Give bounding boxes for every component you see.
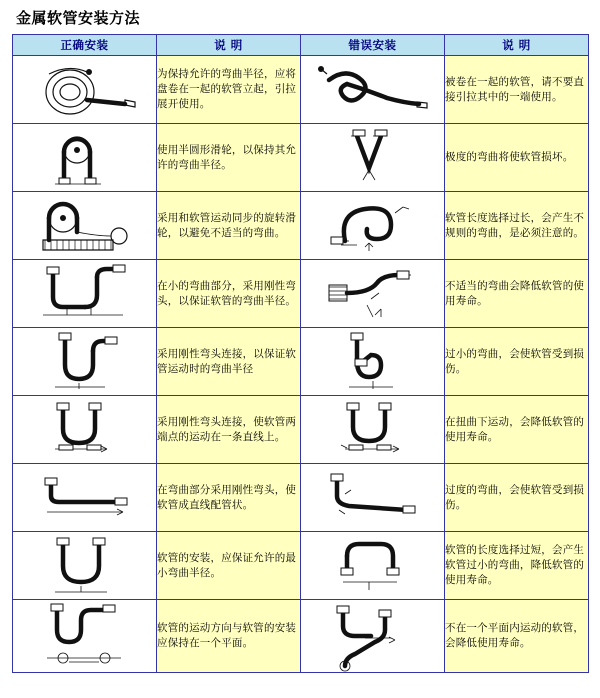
table-header-row <box>13 35 589 56</box>
figure-too-small-bend-radius-u <box>301 328 445 396</box>
table-row <box>13 124 589 192</box>
figure-hose-too-long-irregular-bend <box>301 192 445 260</box>
figure-rigid-elbow-straight-piping <box>13 464 157 532</box>
table-row <box>13 328 589 396</box>
figure-coiled-hose-pulled-straight <box>301 56 445 124</box>
figure-improper-tight-bend-at-fitting <box>301 260 445 328</box>
note-wrong: 软管长度选择过长，会产生不规则的弯曲，是必须注意的。 <box>445 192 589 260</box>
hose-installation-table <box>12 34 589 673</box>
note-correct: 软管的运动方向与软管的安装应保持在一个平面。 <box>157 600 301 673</box>
figure-hose-too-long-square-bend <box>301 532 445 600</box>
note-wrong: 过小的弯曲，会使软管受到损伤。 <box>445 328 589 396</box>
table-row <box>13 532 589 600</box>
figure-motion-in-same-plane <box>13 600 157 673</box>
header-correct-note: 说 明 <box>157 35 301 56</box>
figure-hose-over-semicircular-sheave <box>13 124 157 192</box>
table-row <box>13 56 589 124</box>
note-wrong: 不在一个平面内运动的软管，会降低使用寿命。 <box>445 600 589 673</box>
note-wrong: 在扭曲下运动，会降低软管的使用寿命。 <box>445 396 589 464</box>
note-correct: 为保持允许的弯曲半径，应将盘卷在一起的软管立起，引拉展开使用。 <box>157 56 301 124</box>
figure-hose-sharp-v-bend <box>301 124 445 192</box>
note-wrong: 过度的弯曲，会使软管受到损伤。 <box>445 464 589 532</box>
note-correct: 在弯曲部分采用刚性弯头，使软管成直线配管状。 <box>157 464 301 532</box>
note-correct: 采用刚性弯头连接，以保证软管运动时的弯曲半径 <box>157 328 301 396</box>
table-row <box>13 464 589 532</box>
table-row <box>13 260 589 328</box>
figure-rigid-elbow-at-small-bend <box>13 260 157 328</box>
note-wrong: 极度的弯曲将使软管损坏。 <box>445 124 589 192</box>
note-correct: 采用刚性弯头连接，使软管两端点的运动在一条直线上。 <box>157 396 301 464</box>
header-wrong-note: 说 明 <box>445 35 589 56</box>
table-row <box>13 396 589 464</box>
page-title: 金属软管安装方法 <box>16 9 141 27</box>
figure-excessive-bend-straight-run <box>301 464 445 532</box>
figure-hose-with-synchronized-rotating-pulley <box>13 192 157 260</box>
note-wrong: 软管的长度选择过短，会产生软管过小的弯曲，降低软管的使用寿命。 <box>445 532 589 600</box>
note-correct: 在小的弯曲部分，采用刚性弯头，以保证软管的弯曲半径。 <box>157 260 301 328</box>
figure-coiled-hose-standing-roll <box>13 56 157 124</box>
figure-rigid-elbow-connection-u-bend <box>13 328 157 396</box>
note-correct: 采用和软管运动同步的旋转滑轮，以避免不适当的弯曲。 <box>157 192 301 260</box>
header-wrong-install: 错误安装 <box>301 35 445 56</box>
figure-hose-minimum-bend-radius-u <box>13 532 157 600</box>
note-correct: 软管的安装，应保证允许的最小弯曲半径。 <box>157 532 301 600</box>
note-wrong: 不适当的弯曲会降低软管的使用寿命。 <box>445 260 589 328</box>
figure-hose-twisted-motion <box>301 396 445 464</box>
table-row <box>13 192 589 260</box>
table-row <box>13 600 589 673</box>
header-correct-install: 正确安装 <box>13 35 157 56</box>
note-wrong: 被卷在一起的软管，请不要直接引拉其中的一端使用。 <box>445 56 589 124</box>
figure-rigid-elbows-both-ends-straight-line <box>13 396 157 464</box>
note-correct: 使用半圆形滑轮，以保持其允许的弯曲半径。 <box>157 124 301 192</box>
figure-motion-out-of-plane <box>301 600 445 673</box>
